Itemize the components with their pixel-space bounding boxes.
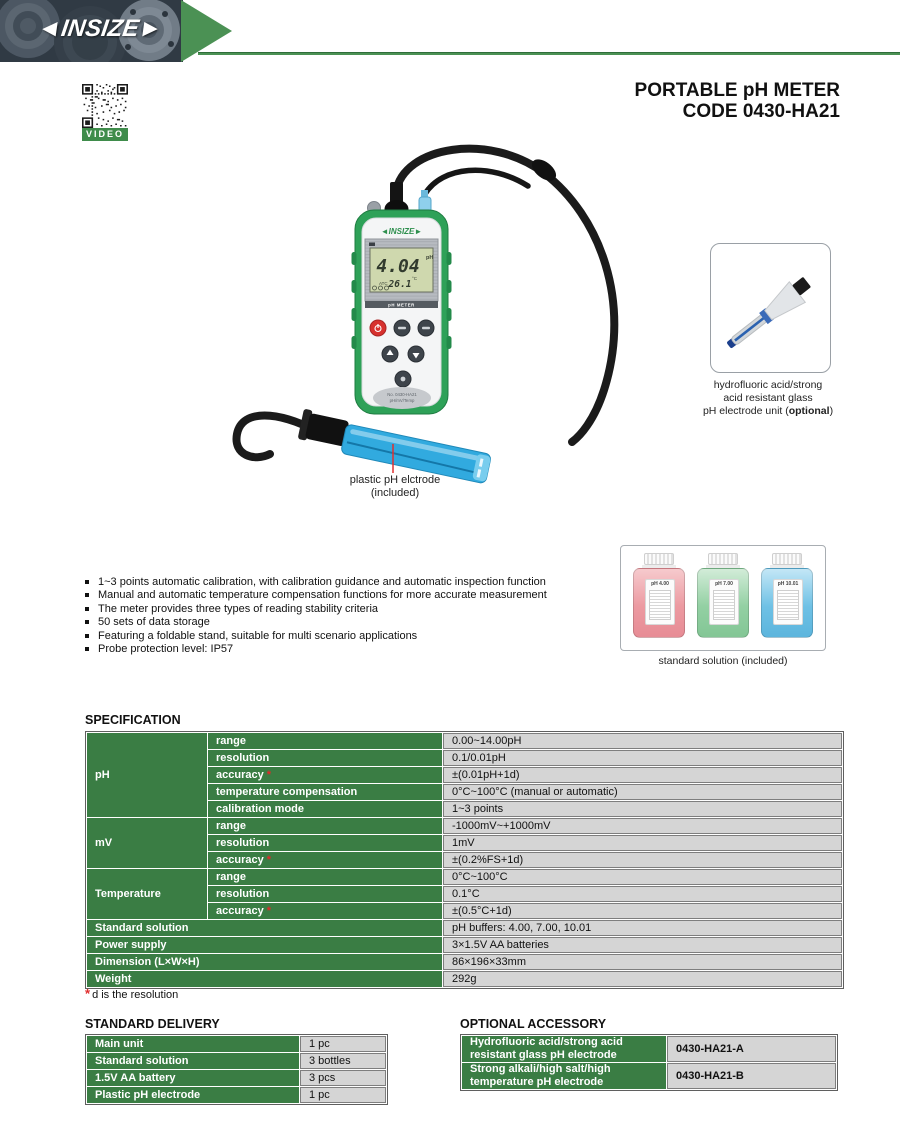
insize-logo: ◄INSIZE►	[35, 15, 165, 42]
plastic-electrode-caption: plastic pH elctrode (included)	[349, 474, 441, 499]
ph-meter-illustration	[228, 140, 648, 512]
spec-footnote: * d is the resolution	[85, 986, 179, 1001]
footnote-star-icon: *	[266, 854, 271, 866]
bottle-cap	[772, 553, 802, 565]
spec-group-cell: pH	[87, 733, 207, 817]
spec-param-cell: resolution	[208, 835, 442, 851]
meter-panel-label: pH METER	[388, 302, 415, 308]
delivery-item-cell: Plastic pH electrode	[87, 1087, 299, 1103]
bottle-label: pH 7.00	[715, 581, 733, 587]
lcd-ph-unit: pH	[426, 255, 434, 261]
spec-value-cell: ±(0.2%FS+1d)	[443, 852, 842, 868]
delivery-item-cell: Main unit	[87, 1036, 299, 1052]
lcd-temp-value: 26.1	[388, 279, 412, 290]
bottle-label: pH 10.01	[777, 581, 799, 587]
spec-param-cell: range	[208, 733, 442, 749]
bullet-icon	[85, 580, 89, 584]
feature-item: Probe protection level: IP57	[84, 643, 634, 656]
spec-value-cell: -1000mV~+1000mV	[443, 818, 842, 834]
spec-label-cell: Power supply	[87, 937, 442, 953]
spec-label-cell: Weight	[87, 971, 442, 987]
spec-value-cell: ±(0.01pH+1d)	[443, 767, 842, 783]
spec-param-cell: calibration mode	[208, 801, 442, 817]
spec-label-cell: Dimension (L×W×H)	[87, 954, 442, 970]
meter-model-modes: pH/mV/Temp	[389, 398, 415, 403]
accessory-code-cell: 0430-HA21-A	[667, 1036, 836, 1062]
spec-value-cell: 0.1/0.01pH	[443, 750, 842, 766]
spec-param-cell: accuracy *	[208, 903, 442, 919]
specification-table	[85, 731, 844, 989]
feature-list	[84, 576, 634, 656]
qr-code-icon	[82, 84, 128, 128]
delivery-qty-cell: 3 bottles	[300, 1053, 386, 1069]
footnote-star-icon: *	[85, 986, 91, 1001]
standard-delivery-table	[85, 1034, 388, 1105]
delivery-qty-cell: 1 pc	[300, 1036, 386, 1052]
product-code: CODE 0430-HA21	[682, 101, 840, 122]
spec-value-cell: 292g	[443, 971, 842, 987]
video-badge: VIDEO	[82, 128, 128, 141]
cal-button	[394, 320, 410, 336]
up-button	[382, 346, 398, 362]
specification-heading: SPECIFICATION	[85, 713, 181, 727]
optional-accessory-table	[460, 1034, 838, 1091]
bullet-icon	[85, 593, 89, 597]
spec-value-cell: ±(0.5°C+1d)	[443, 903, 842, 919]
standard-solution-caption: standard solution (included)	[658, 655, 788, 667]
standard-delivery-heading: STANDARD DELIVERY	[85, 1017, 220, 1031]
ph-meter-figure	[228, 140, 648, 512]
delivery-item-cell: Standard solution	[87, 1053, 299, 1069]
table-row	[462, 1036, 836, 1062]
feature-item: Featuring a foldable stand, suitable for multi scenario applications	[84, 630, 634, 643]
spec-group-cell: Temperature	[87, 869, 207, 919]
spec-value-cell: 3×1.5V AA batteries	[443, 937, 842, 953]
feature-item: Manual and automatic temperature compensation functions for more accurate measurement	[84, 589, 634, 602]
spec-param-cell: accuracy *	[208, 767, 442, 783]
footnote-star-icon: *	[266, 905, 271, 917]
meter-brand-logo: ◄INSIZE►	[380, 227, 423, 236]
spec-param-cell: temperature compensation	[208, 784, 442, 800]
buffer-bottle-ph4	[633, 553, 685, 650]
bullet-icon	[85, 647, 89, 651]
spec-param-cell: resolution	[208, 886, 442, 902]
optional-electrode-caption: hydrofluoric acid/strong acid resistant glass pH electrode unit (optional)	[702, 379, 834, 417]
feature-item: The meter provides three types of reading stability criteria	[84, 603, 634, 616]
bottle-label: pH 4.00	[651, 581, 669, 587]
lcd-atc-label: ATC	[379, 281, 388, 286]
spec-value-cell: 86×196×33mm	[443, 954, 842, 970]
table-row	[87, 920, 842, 936]
table-row	[87, 818, 842, 834]
spec-value-cell: 0°C~100°C (manual or automatic)	[443, 784, 842, 800]
table-row	[462, 1063, 836, 1089]
glass-electrode-illustration	[711, 244, 831, 373]
accessory-item-cell: Hydrofluoric acid/strong acid resistant glass pH electrode	[462, 1036, 666, 1062]
spec-value-cell: 1~3 points	[443, 801, 842, 817]
buffer-bottle-ph7	[697, 553, 749, 650]
bottle-cap	[644, 553, 674, 565]
delivery-qty-cell: 1 pc	[300, 1087, 386, 1103]
bullet-icon	[85, 634, 89, 638]
buffer-bottle-ph10	[761, 553, 813, 650]
down-button	[408, 346, 424, 362]
ph-meter-body	[352, 210, 452, 414]
spec-value-cell: 0.1°C	[443, 886, 842, 902]
plastic-electrode	[297, 409, 493, 484]
accessory-item-cell: Strong alkali/high salt/high temperature pH electrode	[462, 1063, 666, 1089]
spec-value-cell: 0.00~14.00pH	[443, 733, 842, 749]
product-name: PORTABLE pH METER	[634, 80, 840, 101]
spec-value-cell: pH buffers: 4.00, 7.00, 10.01	[443, 920, 842, 936]
video-qr-link[interactable]	[82, 84, 128, 141]
table-row	[87, 1036, 386, 1052]
bullet-icon	[85, 607, 89, 611]
spec-label-cell: Standard solution	[87, 920, 442, 936]
table-row	[87, 869, 842, 885]
enter-button	[395, 371, 411, 387]
standard-solution-figure	[620, 545, 826, 651]
spec-value-cell: 1mV	[443, 835, 842, 851]
meter-model-number: No. 0430-HA21	[387, 392, 417, 397]
spec-group-cell: mV	[87, 818, 207, 868]
header-divider-line	[198, 52, 900, 55]
table-row	[87, 733, 842, 749]
meter-cable-plug	[425, 170, 528, 194]
spec-param-cell: range	[208, 869, 442, 885]
footnote-star-icon: *	[266, 769, 271, 781]
table-row	[87, 1070, 386, 1086]
feature-item: 1~3 points automatic calibration, with calibration guidance and automatic inspection function	[84, 576, 634, 589]
mode-button	[418, 320, 434, 336]
lcd-ph-value: 4.04	[376, 256, 420, 277]
optional-accessory-heading: OPTIONAL ACCESSORY	[460, 1017, 607, 1031]
power-button	[370, 320, 386, 336]
spec-param-cell: resolution	[208, 750, 442, 766]
table-row	[87, 954, 842, 970]
lcd-temp-unit: °C	[412, 276, 418, 281]
feature-item: 50 sets of data storage	[84, 616, 634, 629]
optional-electrode-figure	[710, 243, 831, 373]
table-row	[87, 971, 842, 987]
bottle-cap	[708, 553, 738, 565]
bullet-icon	[85, 620, 89, 624]
delivery-qty-cell: 3 pcs	[300, 1070, 386, 1086]
table-row	[87, 1053, 386, 1069]
spec-value-cell: 0°C~100°C	[443, 869, 842, 885]
accessory-code-cell: 0430-HA21-B	[667, 1063, 836, 1089]
table-row	[87, 937, 842, 953]
spec-param-cell: accuracy *	[208, 852, 442, 868]
spec-param-cell: range	[208, 818, 442, 834]
page-title	[635, 80, 840, 122]
table-row	[87, 1087, 386, 1103]
delivery-item-cell: 1.5V AA battery	[87, 1070, 299, 1086]
